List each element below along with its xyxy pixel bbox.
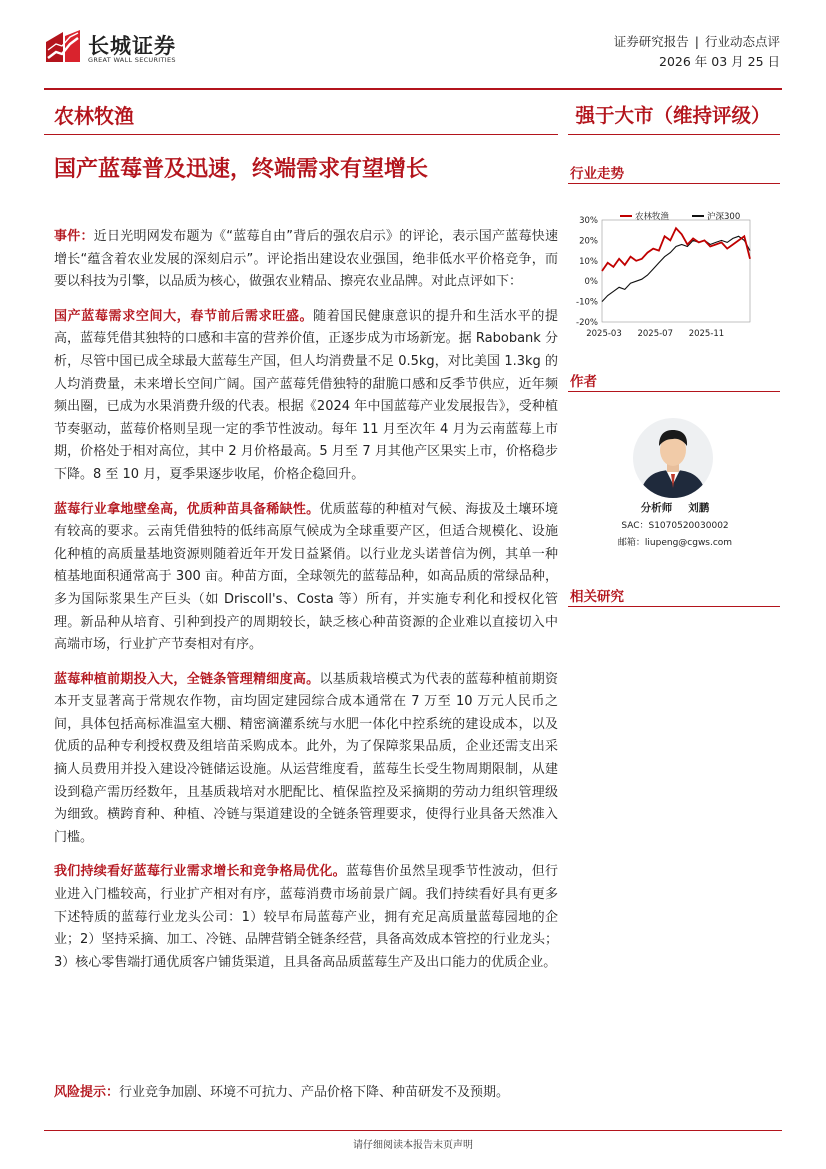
report-subtype: 行业动态点评 (704, 34, 780, 49)
brand-logo (44, 28, 244, 68)
report-meta (614, 32, 780, 72)
risk-text: 行业竞争加剧、环境不可抗力、产品价格下降、种苗研发不及预期。 (119, 1085, 510, 1100)
paragraph-lead: 蓝莓种植前期投入大，全链条管理精细度高。 (54, 671, 320, 687)
footer-divider (44, 1130, 782, 1131)
chart-frame (602, 220, 750, 322)
author-portrait-icon (633, 418, 713, 498)
x-tick-label: 2025-07 (637, 329, 673, 339)
report-title: 国产蓝莓普及迅速，终端需求有望增长 (54, 157, 429, 182)
x-tick-label: 2025-03 (586, 329, 622, 339)
paragraph-lead: 我们持续看好蓝莓行业需求增长和竞争格局优化。 (54, 864, 346, 880)
paragraph-demand (54, 306, 558, 487)
great-wall-logo-icon (44, 28, 82, 66)
author-divider (568, 391, 780, 392)
paragraph-barrier (54, 499, 558, 657)
author-avatar (633, 418, 713, 498)
series-line (602, 228, 750, 271)
paragraph-text: 优质蓝莓的种植对气候、海拔及土壤环境有较高的要求。云南凭借独特的低纬高原气候成为全球重要产区，但适合规模化、设施化种植的高质量基地资源则随着近年开发日益紧俏。以行业龙头诺普信为例，其单一种植基地面积通常高于 300 亩。种苗方面，全球领先的蓝莓品种，如高品质的常绿品种，多为国际浆果生产巨头（如 Driscoll's、Costa 等）所有，并实施专利化和授权化管理。新品种从培育、引种到投产的周期较长，缺乏核心种苗资源的企业难以直接切入中高端市场，行业扩产节奏相对有序。 (54, 501, 558, 653)
related-heading: 相关研究 (570, 589, 624, 605)
rating-divider (568, 134, 780, 135)
x-tick-label: 2025-11 (688, 329, 725, 339)
series-line (602, 236, 750, 301)
author-role: 分析师 (640, 502, 673, 514)
trend-heading: 行业走势 (570, 166, 624, 182)
risk-warning (54, 1082, 558, 1104)
meta-separator: | (694, 34, 699, 49)
y-tick-label: 10% (579, 256, 598, 267)
legend-label: 沪深300 (707, 212, 741, 222)
report-body (54, 226, 558, 986)
report-date: 2026 年 03 月 25 日 (659, 54, 780, 69)
report-type: 证券研究报告 (613, 34, 689, 49)
risk-lead: 风险提示： (54, 1085, 120, 1100)
brand-name: 长城证券 (88, 34, 176, 58)
paragraph-text: 以基质栽培模式为代表的蓝莓种植前期资本开支显著高于常规农作物，亩均固定建园综合成本通常在 7 万至 10 万元人民币之间，具体包括高标准温室大棚、精密滴灌系统与水肥一体化中控系统的建设成本，以及优质的品种专利授权费及组培苗采购成本。此外，为了保障浆果品质，企业还需支出采摘人员费用并投入建设冷链储运设施。从运营维度看，蓝莓生长受生物周期限制，从建设到稳产需历经数年，且基质栽培对水肥配比、植保监控及采摘期的劳动力组织管理级为细致。横跨育种、种植、冷链与渠道建设的全链条管理要求，使得行业具备天然准入门槛。 (54, 671, 558, 845)
rating-label: 强于大市（维持评级） (575, 104, 771, 127)
trend-chart-svg (568, 204, 780, 346)
paragraph-investment (54, 669, 558, 850)
related-divider (568, 606, 780, 607)
legend-label: 农林牧渔 (635, 212, 670, 222)
industry-label: 农林牧渔 (54, 104, 134, 128)
industry-divider (44, 134, 558, 135)
paragraph-text: 近日光明网发布题为《“蓝莓自由”背后的强农启示》的评论，表示国产蓝莓快速增长“蕴含着农业发展的深刻启示”。评论指出建设农业强国，绝非低水平价格竞争，而要以科技为引擎，以品质为核心，做强农业精品、擦亮农业品牌。对此点评如下： (54, 229, 558, 290)
author-heading: 作者 (570, 374, 597, 390)
author-email[interactable]: 邮箱：liupeng@cgws.com (617, 538, 733, 548)
paragraph-outlook (54, 861, 558, 974)
paragraph-lead: 蓝莓行业拿地壁垒高，优质种苗具备稀缺性。 (54, 501, 320, 517)
paragraph-text: 随着国民健康意识的提升和生活水平的提高，蓝莓凭借其独特的口感和丰富的营养价值，正逐步成为市场新宠。据 Rabobank 分析，尽管中国已成全球最大蓝莓生产国，但人均消费量不足 0.5kg，对比美国 1.3kg 的人均消费量，未来增长空间广阔。国产蓝莓凭借独特的甜脆口感和反季节供应，近年频频出圈，已成为水果消费升级的代表。根据《2024 年中国蓝莓产业发展报告》，受种植节奏驱动，蓝莓价格则呈现一定的季节性波动。每年 11 月至次年 4 月为云南蓝莓上市期，价格处于相对高位，其中 2 月价格最高。5 月至 7 月其他产区果实上市，价格稳步下降。8 至 10 月，夏季果逐步收尾，价格企稳回升。 (54, 308, 558, 482)
brand-name-en: GREAT WALL SECURITIES (88, 56, 176, 64)
y-tick-label: 0% (584, 277, 598, 288)
author-name: 刘鹏 (688, 502, 710, 514)
author-name-line (570, 500, 780, 515)
y-tick-label: -20% (576, 318, 598, 328)
paragraph-lead: 事件： (54, 229, 94, 244)
header-divider (44, 88, 782, 90)
footer-note: 请仔细阅读本报告末页声明 (353, 1140, 473, 1151)
industry-trend-chart (568, 204, 780, 346)
author-sac: SAC：S1070520030002 (621, 521, 729, 531)
y-tick-label: -10% (576, 297, 598, 308)
trend-divider (568, 183, 780, 184)
paragraph-text: 蓝莓售价虽然呈现季节性波动，但行业进入门槛较高，行业扩产相对有序，蓝莓消费市场前景广阔。我们持续看好具有更多下述特质的蓝莓行业龙头公司：1）较早布局蓝莓产业，拥有充足高质量蓝莓园地的企业；2）坚持采摘、加工、冷链、品牌营销全链条经营，具备高效成本管控的行业龙头；3）核心零售端打通优质客户铺货渠道，且具备高品质蓝莓生产及出口能力的优质企业。 (54, 864, 558, 970)
y-tick-label: 20% (579, 236, 598, 247)
paragraph-lead: 国产蓝莓需求空间大，春节前后需求旺盛。 (54, 308, 314, 324)
paragraph-event (54, 226, 558, 294)
y-tick-label: 30% (579, 216, 598, 226)
